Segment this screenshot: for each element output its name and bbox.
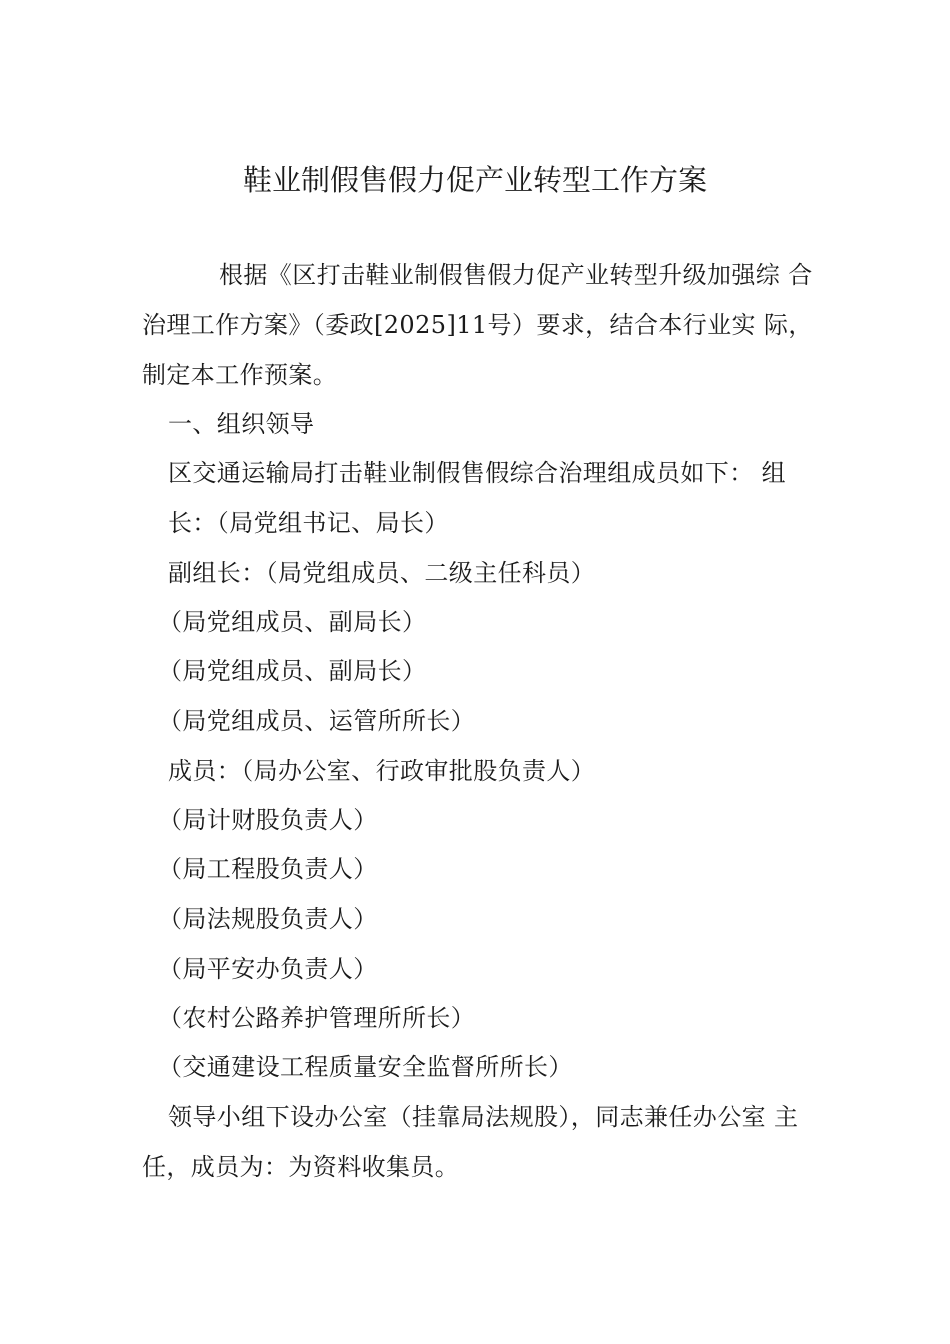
paragraph-line: 根据《区打击鞋业制假售假力促产业转型升级加强综 合 <box>219 261 813 289</box>
paragraph-line: 副组长：（局党组成员、二级主任科员） <box>168 559 596 587</box>
document-title: 鞋业制假售假力促产业转型工作方案 <box>242 163 707 197</box>
paragraph-line: 制定本工作预案。 <box>142 361 338 389</box>
paragraph-line: 治理工作方案》（委政[2025]11号）要求，结合本行业实 际， <box>142 311 813 339</box>
paragraph-line: （局法规股负责人） <box>158 905 378 933</box>
paragraph-line: （局党组成员、运管所所长） <box>158 707 476 735</box>
paragraph-line: （局工程股负责人） <box>158 855 378 883</box>
paragraph-line: 任，成员为：为资料收集员。 <box>142 1153 460 1181</box>
paragraph-line: 领导小组下设办公室（挂靠局法规股），同志兼任办公室 主 <box>168 1103 799 1131</box>
paragraph-line: （局党组成员、副局长） <box>158 608 427 636</box>
paragraph-line: 区交通运输局打击鞋业制假售假综合治理组成员如下： 组 <box>168 459 787 487</box>
paragraph-line: （局平安办负责人） <box>158 955 378 983</box>
paragraph-line: 长：（局党组书记、局长） <box>168 509 449 537</box>
paragraph-line: 成员：（局办公室、行政审批股负责人） <box>168 757 596 785</box>
paragraph-line: （局计财股负责人） <box>158 806 378 834</box>
paragraph-line: （农村公路养护管理所所长） <box>158 1004 476 1032</box>
paragraph-line: （局党组成员、副局长） <box>158 657 427 685</box>
section-heading: 一、组织领导 <box>168 410 315 438</box>
paragraph-line: （交通建设工程质量安全监督所所长） <box>158 1053 573 1081</box>
